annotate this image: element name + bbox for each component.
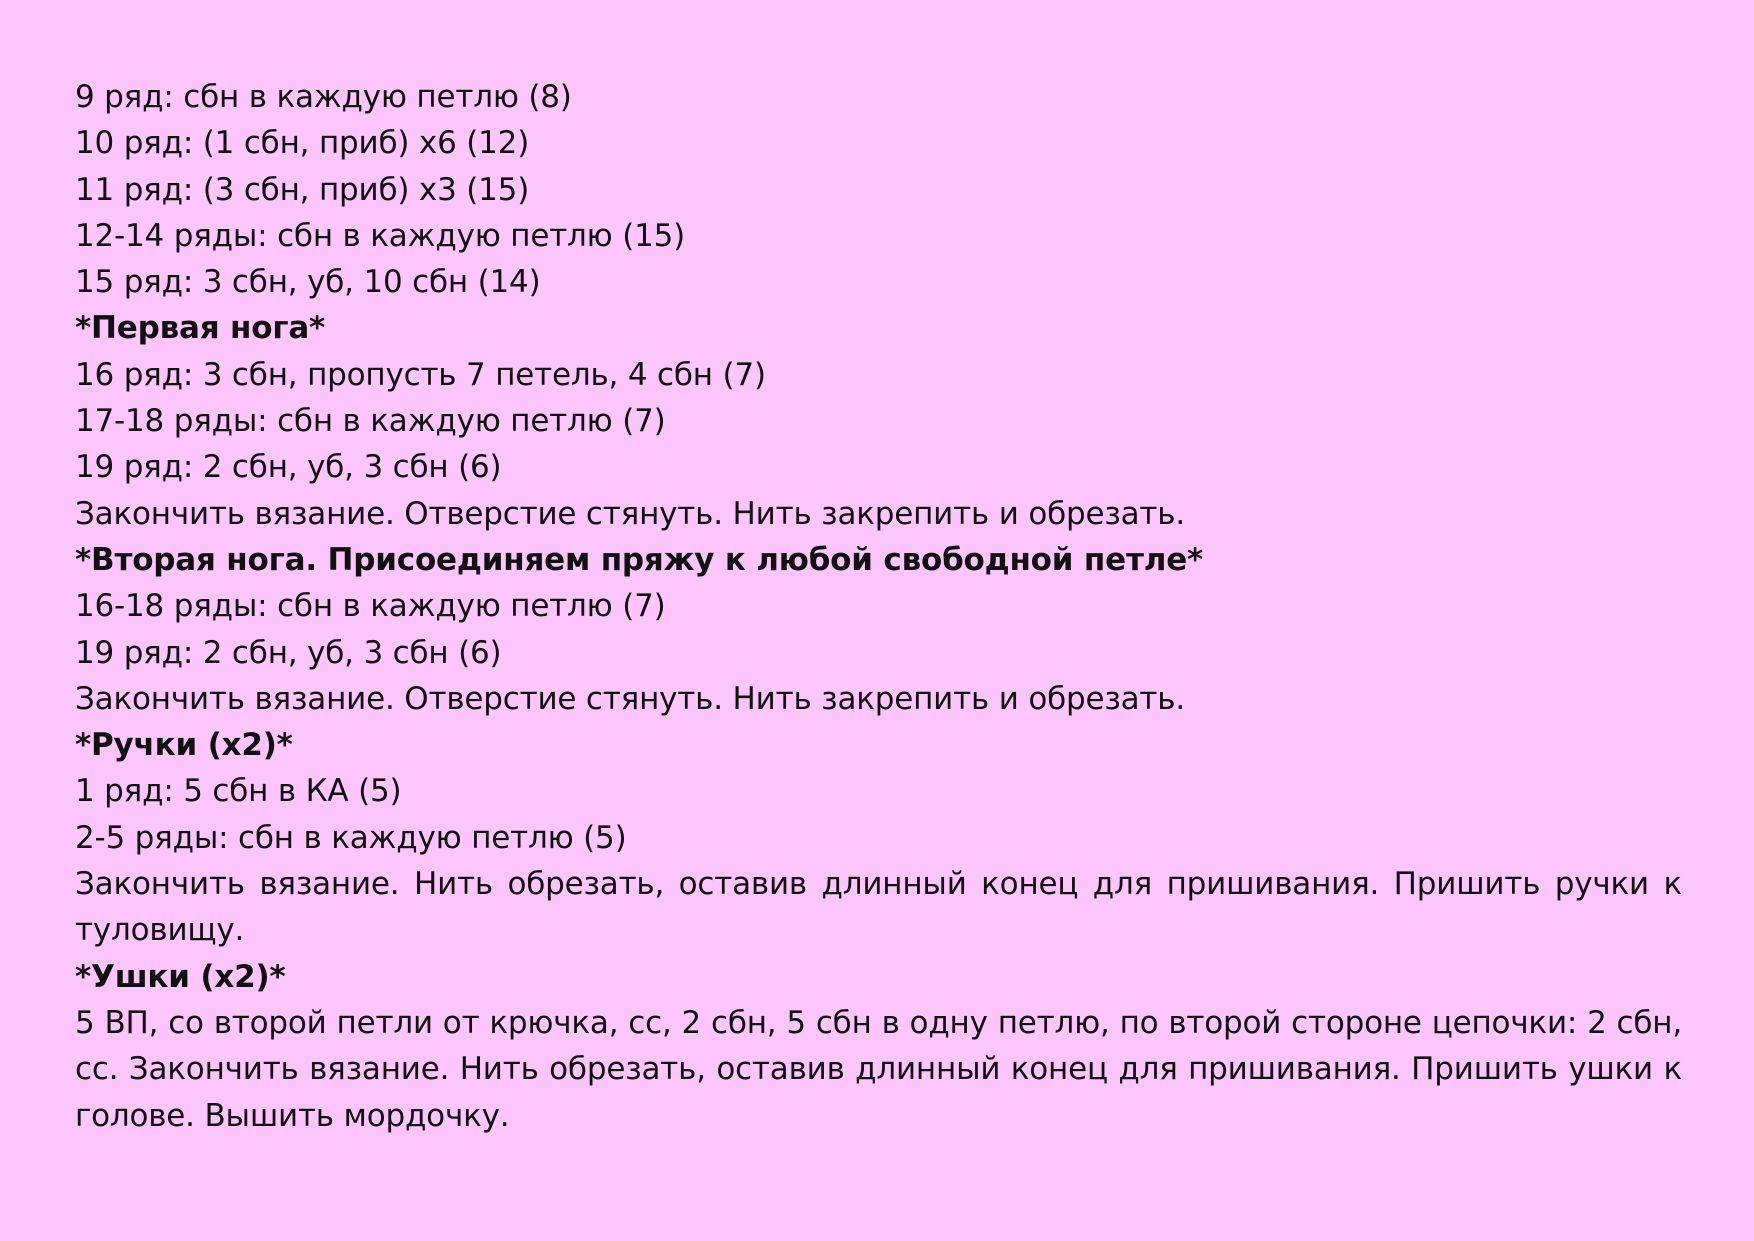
first-leg-rows-17-18: 17-18 ряды: сбн в каждую петлю (7) (75, 403, 666, 440)
arms-heading: *Ручки (х2)* (75, 727, 293, 764)
first-leg-row-19: 19 ряд: 2 сбн, уб, 3 сбн (6) (75, 449, 502, 486)
row-11: 11 ряд: (3 сбн, приб) х3 (15) (75, 171, 530, 208)
second-leg-finish: Закончить вязание. Отверстие стянуть. Нить закрепить и обрезать. (75, 680, 1186, 717)
ears-heading: *Ушки (х2)* (75, 958, 286, 995)
arms-row-1: 1 ряд: 5 сбн в КА (5) (75, 773, 402, 810)
row-9: 9 ряд: сбн в каждую петлю (8) (75, 79, 572, 115)
first-leg-finish: Закончить вязание. Отверстие стянуть. Нить закрепить и обрезать. (75, 495, 1186, 532)
second-leg-rows-16-18: 16-18 ряды: сбн в каждую петлю (7) (75, 588, 666, 625)
row-15: 15 ряд: 3 сбн, уб, 10 сбн (14) (75, 264, 541, 301)
ears-instructions-paragraph: 5 ВП, со второй петли от крючка, сс, 2 сбн, 5 сбн в одну петлю, по второй стороне цепочки: 2 сбн, сс. Закончить вязание. Нить обрезать, оставив длинный конец для пришивания. Пришить ушки к голове. Вышить мордочку. (75, 1004, 1682, 1134)
arms-finish-paragraph: Закончить вязание. Нить обрезать, оставив длинный конец для пришивания. Пришить ручки к туловищу. (75, 866, 1682, 949)
second-leg-heading: *Вторая нога. Присоединяем пряжу к любой свободной петле* (75, 541, 1204, 578)
first-leg-row-16: 16 ряд: 3 сбн, пропусть 7 петель, 4 сбн (7) (75, 356, 766, 393)
row-10: 10 ряд: (1 сбн, приб) х6 (12) (75, 125, 530, 162)
second-leg-row-19: 19 ряд: 2 сбн, уб, 3 сбн (6) (75, 634, 502, 671)
arms-rows-2-5: 2-5 ряды: сбн в каждую петлю (5) (75, 819, 627, 856)
rows-12-14: 12-14 ряды: сбн в каждую петлю (15) (75, 217, 686, 254)
first-leg-heading: *Первая нога* (75, 310, 326, 347)
